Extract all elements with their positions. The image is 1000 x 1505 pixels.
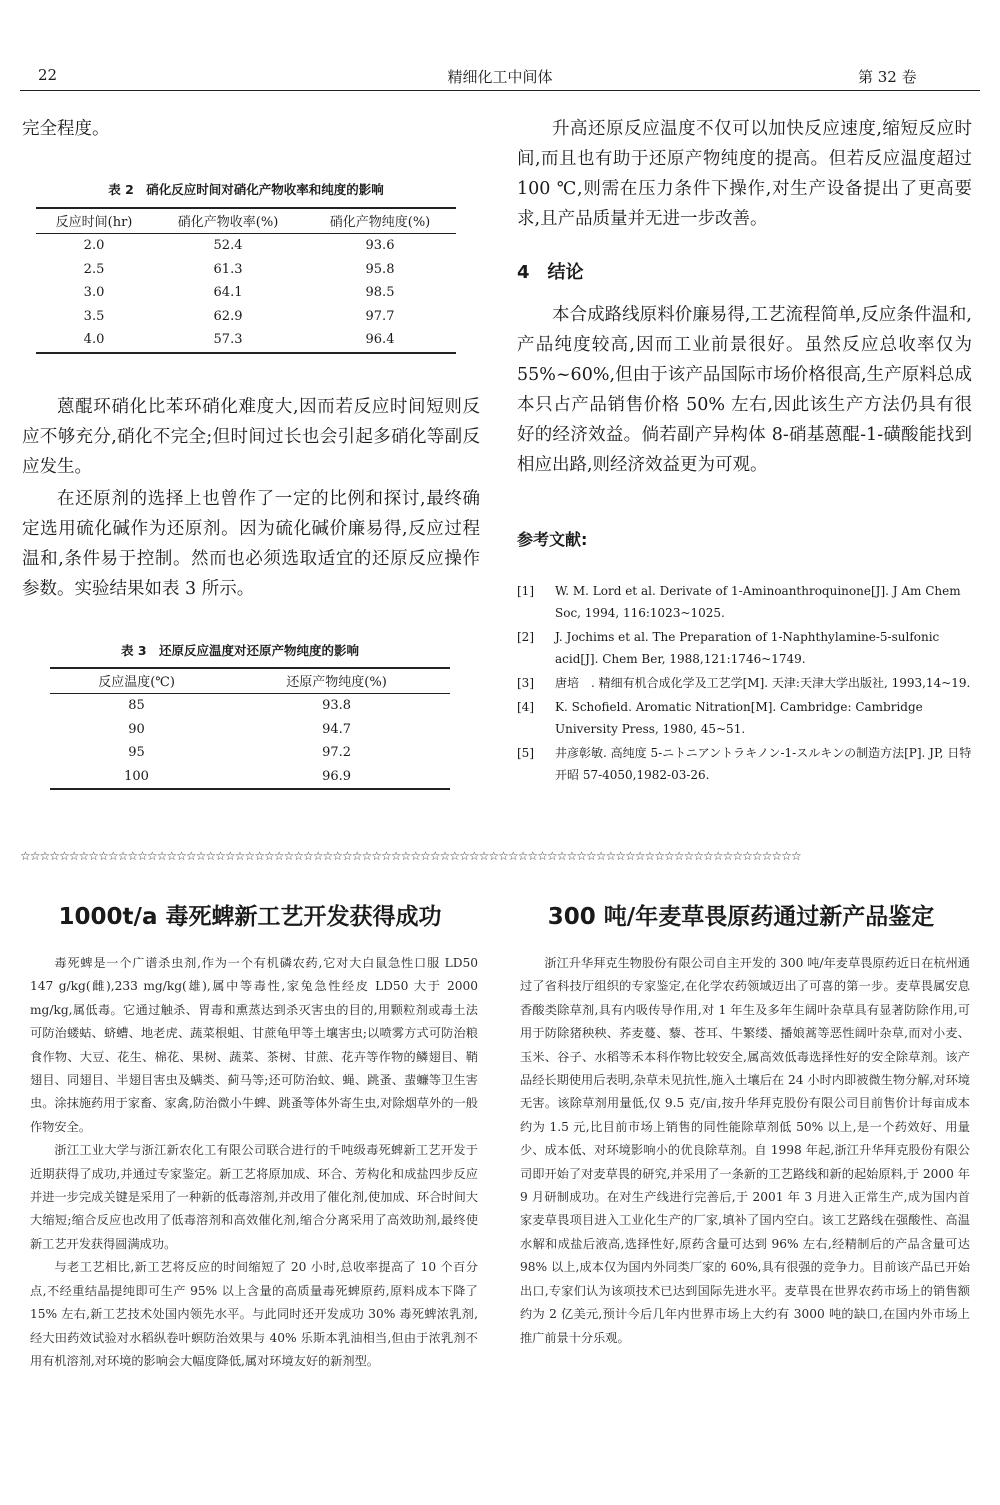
news-right-title: 300 吨/年麦草畏原药通过新产品鉴定 bbox=[547, 904, 935, 930]
volume-label: 第 32 卷 bbox=[858, 68, 917, 86]
reference-item bbox=[517, 580, 972, 624]
table3-row bbox=[50, 718, 450, 742]
table2-cell: 57.3 bbox=[213, 332, 243, 348]
table2-cell: 4.0 bbox=[83, 332, 105, 348]
reference-number: [1] bbox=[517, 584, 534, 598]
table3-row bbox=[50, 765, 450, 790]
reference-number: [2] bbox=[517, 630, 534, 644]
reference-number: [5] bbox=[517, 746, 534, 760]
news-paragraph: 毒死蜱是一个广谱杀虫剂,作为一个有机磷农药,它对大白鼠急性口服 LD50 147 g/kg(雌),233 mg/kg(雄),属中等毒性,家兔急性经皮 LD50 大于 2000 mg/kg,属低毒。它通过触杀、胃毒和熏蒸达到杀灭害虫的目的,用颗粒剂或毒土法可防治蝼蛄、蛴螬、地老虎、蔬菜根蛆、甘蔗龟甲等土壤害虫;以喷雾方式可防治粮食作物、大豆、花生、棉花、果树、蔬菜、茶树、甘蔗、花卉等作物的鳞翅目、鞘翅目、同翅目、半翅目害虫及螨类、蓟马等;还可防治蚊、蝇、跳蚤、蜚蠊等卫生害虫。涂抹施药用于家畜、家禽,防治微小牛蜱、跳蚤等体外寄生虫,对除烟草外的一般作物安全。 bbox=[30, 956, 478, 1134]
right-paragraph-1 bbox=[517, 114, 972, 234]
table2-cell: 2.5 bbox=[83, 261, 105, 277]
header-rule bbox=[20, 90, 980, 91]
reference-item bbox=[517, 626, 972, 670]
section-title: 4 结论 bbox=[517, 262, 584, 283]
table3-cell: 85 bbox=[128, 698, 145, 714]
reference-text: W. M. Lord et al. Derivate of 1-Aminoanthroquinone[J]. J Am Chem Soc, 1994, 116:1023~1025. bbox=[555, 584, 961, 620]
table2-header-cell: 硝化产物收率(%) bbox=[152, 208, 304, 234]
journal-title: 精细化工中间体 bbox=[447, 68, 553, 86]
table2-row bbox=[36, 305, 456, 329]
table3-cell: 90 bbox=[128, 721, 145, 737]
table3-cell: 93.8 bbox=[322, 698, 352, 714]
reference-text: J. Jochims et al. The Preparation of 1-Naphthylamine-5-sulfonic acid[J]. Chem Ber, 1988,121:1746~1749. bbox=[555, 630, 940, 666]
table2-row bbox=[36, 234, 456, 258]
references-list bbox=[517, 580, 972, 788]
reference-number: [4] bbox=[517, 700, 534, 714]
reference-text: 井彦彰敏. 高纯度 5-ニトニアントラキノン-1-スルキンの制造方法[P]. JP, 日特开昭 57-4050,1982-03-26. bbox=[555, 746, 972, 782]
right-paragraph-2 bbox=[517, 300, 972, 480]
news-right-body bbox=[520, 952, 970, 1350]
text-paragraph: 蒽醌环硝化比苯环硝化难度大,因而若反应时间短则反应不够充分,硝化不完全;但时间过长也会引起多硝化等副反应发生。 bbox=[22, 397, 480, 477]
table2-cell: 61.3 bbox=[213, 261, 243, 277]
table2-cell: 98.5 bbox=[365, 285, 395, 301]
references-title: 参考文献: bbox=[517, 530, 588, 549]
table3 bbox=[50, 667, 450, 790]
table2-cell: 52.4 bbox=[213, 238, 243, 254]
left-paragraph-2 bbox=[22, 484, 480, 604]
left-paragraph-1 bbox=[22, 392, 480, 482]
reference-item bbox=[517, 742, 972, 786]
table2 bbox=[36, 207, 456, 354]
reference-item bbox=[517, 672, 972, 694]
news-paragraph: 浙江升华拜克生物股份有限公司自主开发的 300 吨/年麦草畏原药近日在杭州通过了省科技厅组织的专家鉴定,在化学农药领域迈出了可喜的第一步。麦草畏属安息香酸类除草剂,具有内吸传导作用,对 1 年生及多年生阔叶杂草具有显著防除作用,可用于防除猪秧秧、荞麦蔓、藜、苍耳、牛繁缕、播娘蒿等恶性阔叶杂草,而对小麦、玉米、谷子、水稻等禾本科作物比较安全,属高效低毒选择性好的安全除草剂。该产品经长期使用后表明,杂草未见抗性,施入土壤后在 24 小时内即被微生物分解,对环境无害。该除草剂用量低,仅 9.5 克/亩,按升华拜克股份有限公司目前售价计每亩成本约为 1.5 元,比目前市场上销售的同性能除草剂低 50% 以上,是一个药效好、用量少、成本低、对环境影响小的优良除草剂。自 1998 年起,浙江升华拜克股份有限公司即开始了对麦草畏的研究,并采用了一条新的工艺路线和新的起始原料,于 2000 年 9 月研制成功。在对生产线进行完善后,于 2001 年 3 月进入正常生产,成为国内首家麦草畏项目进入工业化生产的厂家,填补了国内空白。该工艺路线在强酸性、高温水解和成盐后液高,选择性好,原药含量可达到 96% 左右,经精制后的产品含量可达 98% 以上,成本仅为国内外同类厂家的 60%,具有很强的竞争力。目前该产品已开始出口,专家们认为该项技术已达到国际先进水平。麦草畏在世界农药市场上的销售额约为 2 亿美元,预计今后几年内世界市场上大约有 3000 吨的缺口,在国内外市场上推广前景十分乐观。 bbox=[520, 956, 970, 1345]
news-left-title: 1000t/a 毒死蜱新工艺开发获得成功 bbox=[58, 904, 442, 930]
table2-cell: 3.5 bbox=[83, 308, 105, 324]
text-paragraph: 在还原剂的选择上也曾作了一定的比例和探讨,最终确定选用硫化碱作为还原剂。因为硫化碱价廉易得,反应过程温和,条件易于控制。然而也必须选取适宜的还原反应操作参数。实验结果如表 3 所示。 bbox=[22, 489, 480, 599]
table2-cell: 3.0 bbox=[83, 285, 105, 301]
reference-text: 唐培 . 精细有机合成化学及工艺学[M]. 天津:天津大学出版社, 1993,14~19. bbox=[555, 676, 971, 690]
table3-row bbox=[50, 694, 450, 718]
table2-cell: 95.8 bbox=[365, 261, 395, 277]
table2-row bbox=[36, 281, 456, 305]
table3-row bbox=[50, 741, 450, 765]
page-number: 22 bbox=[38, 66, 58, 84]
news-paragraph: 与老工艺相比,新工艺将反应的时间缩短了 20 小时,总收率提高了 10 个百分点,不经重结晶提纯即可生产 95% 以上含量的高质量毒死蜱原药,原料成本下降了 15% 左右,新工艺技术处国内领先水平。与此同时还开发成功 30% 毒死蜱浓乳剂,经大田药效试验对水稻纵卷叶螟防治效果与 40% 乐斯本乳油相当,但由于浓乳剂不用有机溶剂,对环境的影响会大幅度降低,属对环境友好的新剂型。 bbox=[30, 1260, 478, 1368]
table2-row bbox=[36, 258, 456, 282]
table2-header-cell: 反应时间(hr) bbox=[36, 208, 152, 234]
table3-cell: 95 bbox=[128, 745, 145, 761]
table2-cell: 62.9 bbox=[213, 308, 243, 324]
table2-cell: 64.1 bbox=[213, 285, 243, 301]
table3-header-cell: 反应温度(℃) bbox=[50, 668, 223, 694]
reference-text: K. Schofield. Aromatic Nitration[M]. Cambridge: Cambridge University Press, 1980, 45~51. bbox=[555, 700, 923, 736]
table3-cell: 96.9 bbox=[322, 768, 352, 784]
table2-cell: 2.0 bbox=[83, 238, 105, 254]
news-paragraph: 浙江工业大学与浙江新农化工有限公司联合进行的千吨级毒死蜱新工艺开发于近期获得了成功,并通过专家鉴定。新工艺将原加成、环合、芳构化和成盐四步反应并进一步完成关键是采用了一种新的低毒溶剂,并改用了催化剂,使加成、环合时间大大缩短;缩合反应也改用了低毒溶剂和高效催化剂,缩合分离采用了高效助剂,最终使新工艺开发获得圆满成功。 bbox=[30, 1143, 478, 1251]
table2-cell: 96.4 bbox=[365, 332, 395, 348]
left-paragraph-0 bbox=[22, 114, 480, 144]
reference-item bbox=[517, 696, 972, 740]
table2-caption: 表 2 硝化反应时间对硝化产物收率和纯度的影响 bbox=[108, 182, 384, 197]
text-line: 完全程度。 bbox=[22, 119, 110, 139]
table2-row bbox=[36, 328, 456, 353]
table2-cell: 97.7 bbox=[365, 308, 395, 324]
text-paragraph: 升高还原反应温度不仅可以加快反应速度,缩短反应时间,而且也有助于还原产物纯度的提高。但若反应温度超过 100 ℃,则需在压力条件下操作,对生产设备提出了更高要求,且产品质量并无进一步改善。 bbox=[517, 119, 972, 229]
text-paragraph: 本合成路线原料价廉易得,工艺流程简单,反应条件温和,产品纯度较高,因而工业前景很好。虽然反应总收率仅为 55%~60%,但由于该产品国际市场价格很高,生产原料总成本只占产品销售价格 50% 左右,因此该生产方法仍具有很好的经济效益。倘若副产异构体 8-硝基蒽醌-1-磺酸能找到相应出路,则经济效益更为可观。 bbox=[517, 305, 972, 475]
table2-cell: 93.6 bbox=[365, 238, 395, 254]
table3-header-cell: 还原产物纯度(%) bbox=[223, 668, 450, 694]
news-left-body bbox=[30, 952, 478, 1373]
reference-number: [3] bbox=[517, 676, 534, 690]
star-divider: ☆☆☆☆☆☆☆☆☆☆☆☆☆☆☆☆☆☆☆☆☆☆☆☆☆☆☆☆☆☆☆☆☆☆☆☆☆☆☆☆☆☆☆☆☆☆☆☆☆☆☆☆☆☆☆☆☆☆☆☆☆☆☆☆☆☆☆☆☆☆☆☆☆☆☆☆☆☆☆☆ bbox=[20, 849, 801, 863]
table3-cell: 97.2 bbox=[322, 745, 352, 761]
table3-cell: 94.7 bbox=[322, 721, 352, 737]
table3-cell: 100 bbox=[124, 768, 149, 784]
table2-header-cell: 硝化产物纯度(%) bbox=[304, 208, 456, 234]
table3-caption: 表 3 还原反应温度对还原产物纯度的影响 bbox=[120, 643, 360, 658]
